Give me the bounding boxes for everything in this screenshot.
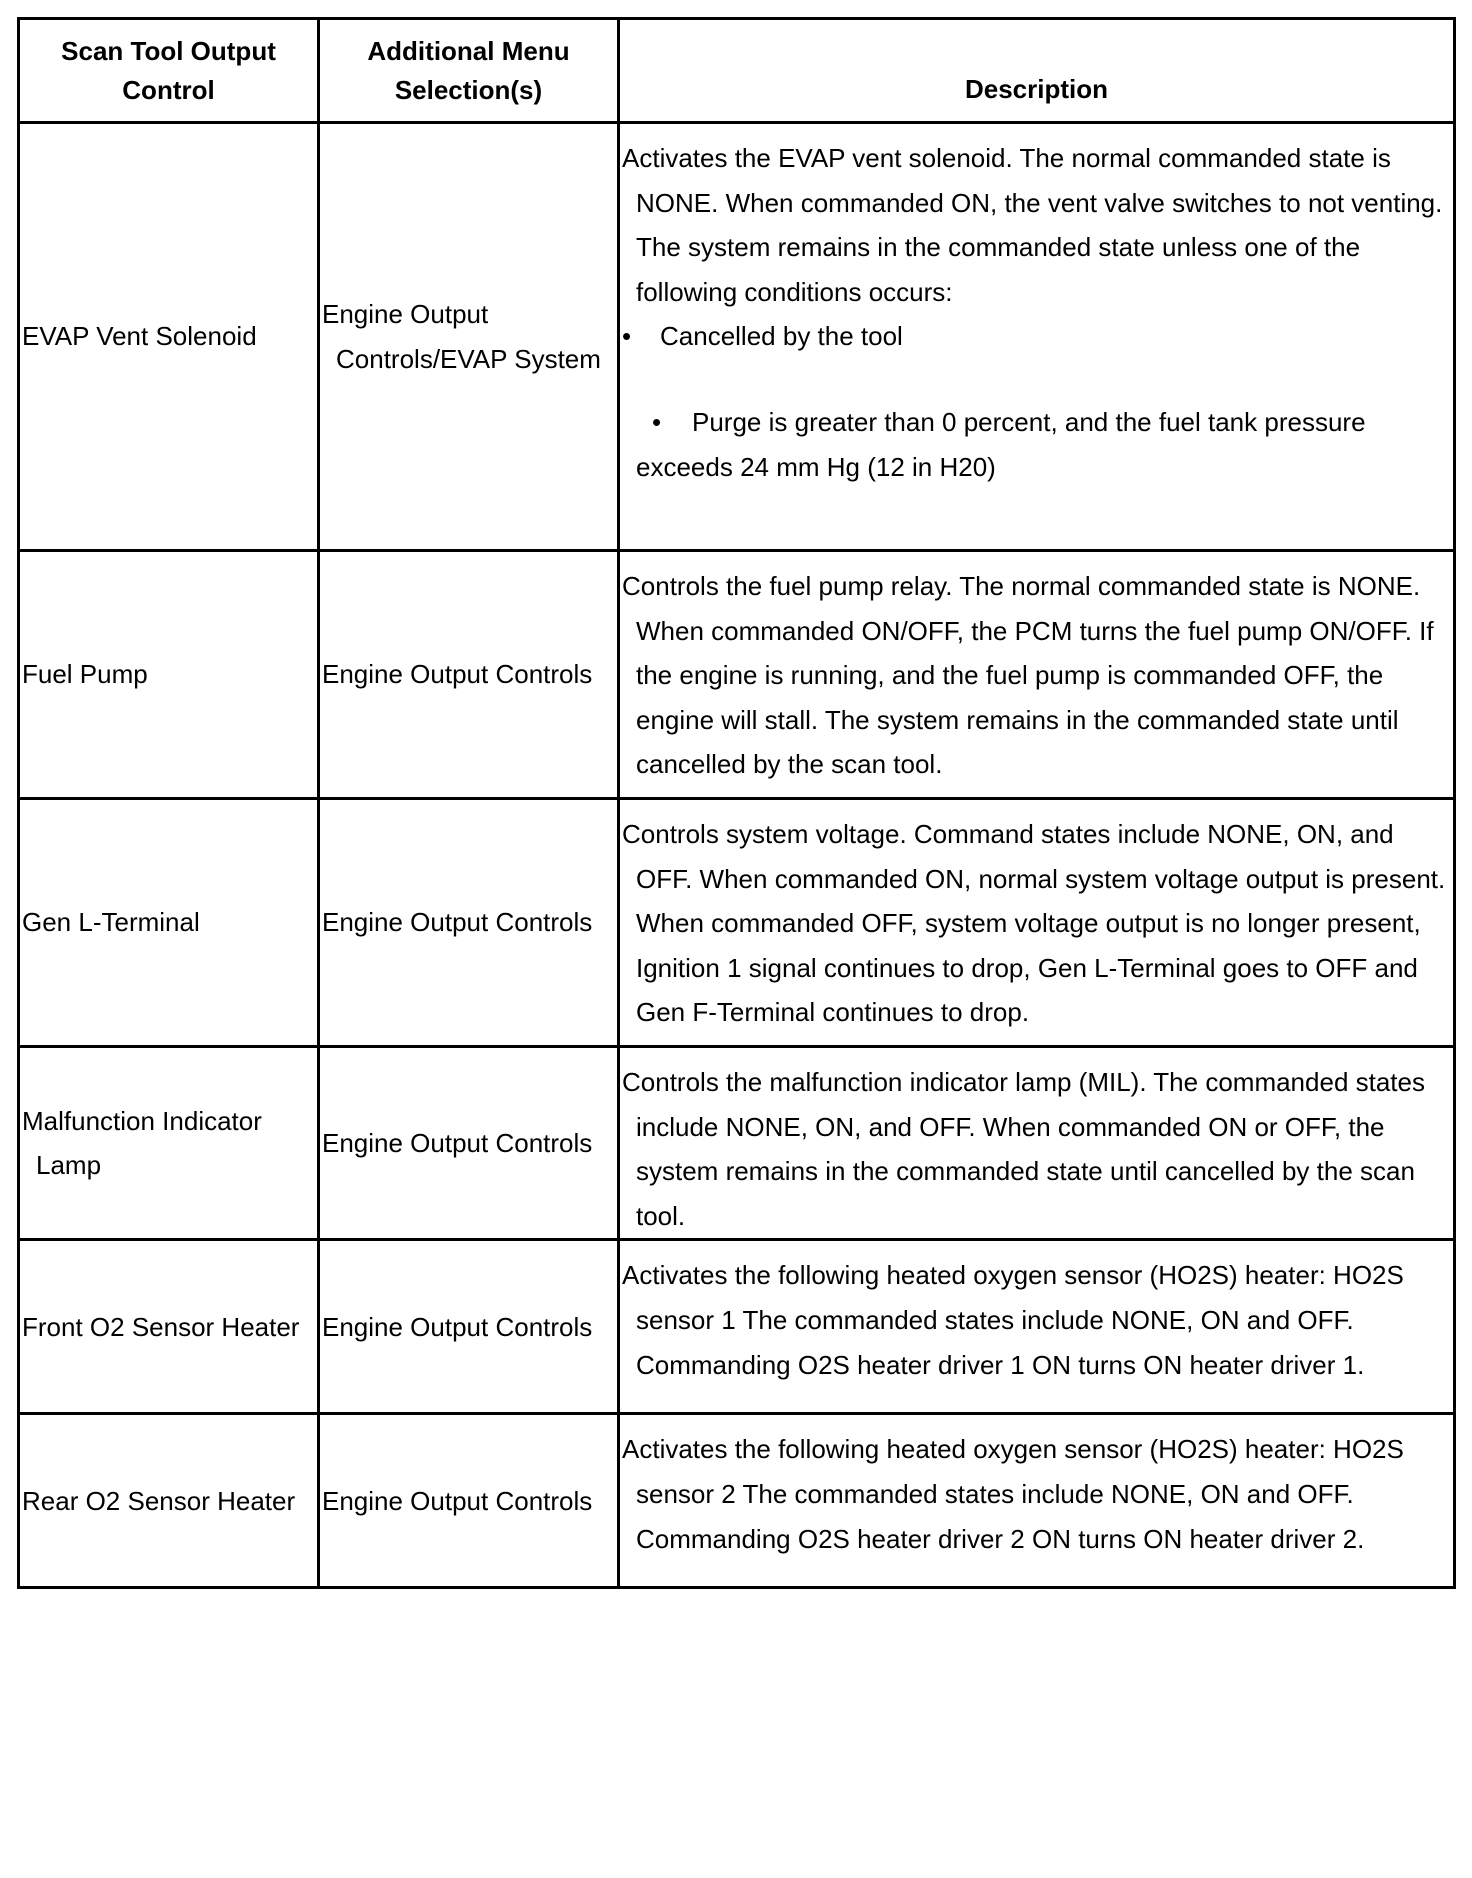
bullet-text: Purge is greater than 0 percent, and the fuel tank pressure exceeds 24 mm Hg (12 in H20) [636,406,1366,482]
table-row [19,1047,1455,1240]
bullet-item [622,400,1447,489]
description-text: Activates the following heated oxygen sensor (HO2S) heater: HO2S sensor 1 The commanded states include NONE, ON and OFF. Commanding O2S heater driver 1 ON turns ON heater driver 1. [622,1260,1404,1380]
description-cell [619,1240,1455,1414]
control-name-cell: Fuel Pump [19,551,319,799]
control-name-text: Malfunction Indicator Lamp [22,1105,262,1181]
menu-selection-cell [319,123,619,551]
description-text: Activates the following heated oxygen sensor (HO2S) heater: HO2S sensor 2 The commanded states include NONE, ON and OFF. Commanding O2S heater driver 2 ON turns ON heater driver 2. [622,1434,1404,1554]
control-name-cell: Gen L-Terminal [19,799,319,1047]
menu-selection-text: Engine Output Controls/EVAP System [322,298,601,374]
bullet-icon: • [622,321,632,352]
description-text: Activates the EVAP vent solenoid. The normal commanded state is NONE. When commanded ON, the vent valve switches to not venting. The system remains in the commanded state unless one of the following conditions occurs: [622,143,1443,307]
bullet-icon: • [652,406,662,437]
bullet-text: Cancelled by the tool [660,321,903,352]
description-text: Controls the malfunction indicator lamp (MIL). The commanded states include NONE, ON, and OFF. When commanded ON or OFF, the system remains in the commanded state until cancelled by the scan tool. [622,1067,1425,1231]
description-text: Controls system voltage. Command states include NONE, ON, and OFF. When commanded ON, normal system voltage output is present. When commanded OFF, system voltage output is no longer present, Ignition 1 signal continues to drop, Gen L-Terminal goes to OFF and Gen F-Terminal continues to drop. [622,819,1446,1028]
description-cell [619,1047,1455,1240]
description-text: Controls the fuel pump relay. The normal commanded state is NONE. When commanded ON/OFF, the PCM turns the fuel pump ON/OFF. If the engine is running, and the fuel pump is commanded OFF, the engine will stall. The system remains in the commanded state until cancelled by the scan tool. [622,571,1434,780]
table-row [19,123,1455,551]
table-row [19,1240,1455,1414]
description-cell [619,123,1455,551]
menu-selection-cell: Engine Output Controls [319,1047,619,1240]
control-name-cell [19,1047,319,1240]
output-controls-table-wrapper [17,17,1453,1589]
table-header-row [19,19,1455,123]
menu-selection-cell: Engine Output Controls [319,1240,619,1414]
table-row [19,799,1455,1047]
header-additional-menu-selections: Additional Menu Selection(s) [319,19,619,123]
table-row [19,1414,1455,1588]
header-description: Description [619,19,1455,123]
control-name-cell: EVAP Vent Solenoid [19,123,319,551]
menu-selection-cell: Engine Output Controls [319,1414,619,1588]
output-controls-table [17,17,1456,1589]
control-name-cell: Rear O2 Sensor Heater [19,1414,319,1588]
table-row [19,551,1455,799]
menu-selection-cell: Engine Output Controls [319,799,619,1047]
control-name-cell: Front O2 Sensor Heater [19,1240,319,1414]
menu-selection-cell: Engine Output Controls [319,551,619,799]
description-cell [619,799,1455,1047]
description-cell [619,1414,1455,1588]
bullet-item [622,314,1447,359]
header-scan-tool-output-control: Scan Tool Output Control [19,19,319,123]
description-cell [619,551,1455,799]
